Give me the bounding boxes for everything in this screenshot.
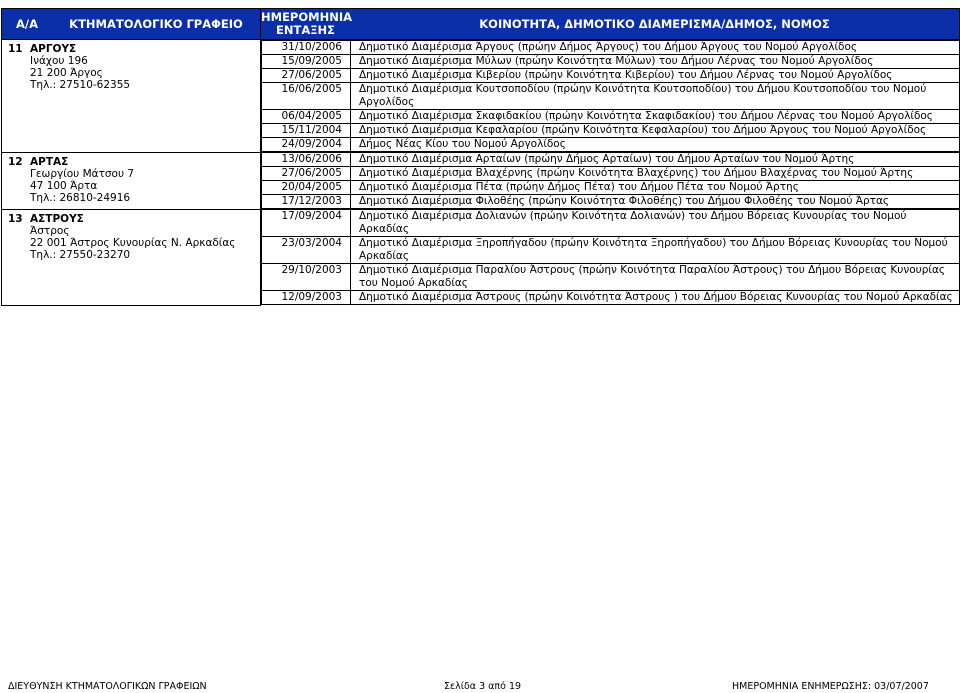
office-number: 12: [8, 155, 23, 168]
entry-community: Δημοτικό Διαμέρισμα Δολιανών (πρώην Κοινότητα Δολιανών) του Δήμου Βόρειας Κυνουρίας του Νομού Αρκαδίας: [351, 210, 960, 237]
office-info: [2, 210, 260, 261]
office-city: 47 100 Άρτα: [30, 179, 98, 192]
table-row: [262, 55, 960, 69]
office-address: Άστρος: [30, 224, 70, 237]
entry-date: 31/10/2006: [262, 41, 351, 55]
office-phone: Τηλ.: 26810-24916: [30, 191, 131, 204]
table-header: [2, 9, 960, 40]
table-row: [262, 69, 960, 83]
entry-date: 13/06/2006: [262, 153, 351, 167]
entries-cell: [261, 152, 960, 209]
table-row: [262, 83, 960, 110]
table-row: [262, 153, 960, 167]
office-info: [2, 153, 260, 204]
entry-date: 24/09/2004: [262, 138, 351, 152]
office-city: 22 001 Άστρος Κυνουρίας Ν. Αρκαδίας: [30, 236, 236, 249]
page-footer: [0, 680, 960, 693]
office-address: Ινάχου 196: [30, 55, 88, 67]
entry-community: Δημοτικό Διαμέρισμα Κεφαλαρίου (πρώην Κοινότητα Κεφαλαρίου) του Δήμου Άργους του Νομού Αργολίδος: [351, 124, 960, 138]
office-row: [2, 152, 960, 209]
table-row: [262, 167, 960, 181]
entry-date: 27/06/2005: [262, 69, 351, 83]
office-row: [2, 40, 960, 153]
entry-date: 17/12/2003: [262, 195, 351, 209]
header-date: ΗΜΕΡΟΜΗΝΙΑ ΕΝΤΑΞΗΣ: [261, 10, 353, 37]
office-cell: [2, 152, 261, 209]
footer-update-date: ΗΜΕΡΟΜΗΝΙΑ ΕΝΗΜΕΡΩΣΗΣ: 03/07/2007: [732, 681, 929, 692]
entry-date: 17/09/2004: [262, 210, 351, 237]
header-right-cell: [261, 9, 960, 40]
office-details: [24, 153, 134, 204]
entry-date: 12/09/2003: [262, 291, 351, 305]
table-row: [262, 138, 960, 152]
office-row: [2, 209, 960, 305]
entries-table: [261, 40, 960, 152]
offices-table: [1, 8, 960, 306]
entry-community: Δημοτικό Διαμέρισμα Πέτα (πρώην Δήμος Πέτα) του Δήμου Πέτα του Νομού Άρτης: [351, 181, 960, 195]
entries-cell: [261, 209, 960, 305]
office-number: 13: [8, 212, 23, 225]
entry-community: Δημοτικό Διαμέρισμα Φιλοθέης (πρώην Κοινότητα Φιλοθέης) του Δήμου Φιλοθέης του Νομού Άρτας: [351, 195, 960, 209]
offices-body: [2, 40, 960, 306]
footer-page-number: Σελίδα 3 από 19: [444, 681, 522, 692]
entry-community: Δημοτικό Διαμέρισμα Σκαφιδακίου (πρώην Κοινότητα Σκαφιδακίου) του Δήμου Λέρνας του Νομού Αργολίδος: [351, 110, 960, 124]
entry-community: Δημοτικό Διαμέρισμα Άστρους (πρώην Κοινότητα Άστρους ) του Δήμου Βόρειας Κυνουρίας του Νομού Αρκαδίας: [351, 291, 960, 305]
table-row: [262, 210, 960, 237]
entry-community: Δημοτικό Διαμέρισμα Αρταίων (πρώην Δήμος Αρταίων) του Δήμου Αρταίων του Νομού Άρτης: [351, 153, 960, 167]
entry-community: Δημοτικό Διαμέρισμα Κιβερίου (πρώην Κοινότητα Κιβερίου) του Δήμου Λέρνας του Νομού Αργολίδος: [351, 69, 960, 83]
office-name: ΑΣΤΡΟΥΣ: [30, 212, 84, 225]
office-city: 21 200 Άργος: [30, 67, 103, 79]
table-row: [262, 237, 960, 264]
entry-date: 23/03/2004: [262, 237, 351, 264]
entry-community: Δημοτικό Διαμέρισμα Ξηροπήγαδου (πρώην Κοινότητα Ξηροπήγαδου) του Δήμου Βόρειας Κυνουρίας του Νομού Αρκαδίας: [351, 237, 960, 264]
office-cell: [2, 40, 261, 153]
office-phone: Τηλ.: 27510-62355: [30, 79, 131, 91]
office-name: ΑΡΓΟΥΣ: [30, 43, 77, 55]
entry-date: 16/06/2005: [262, 83, 351, 110]
entry-community: Δημοτικό Διαμέρισμα Κουτσοποδίου (πρώην Κοινότητα Κουτσοποδίου) του Δήμου Κουτσοποδίου του Νομού Αργολίδος: [351, 83, 960, 110]
header-aa: Α/Α: [15, 16, 38, 31]
header-community: ΚΟΙΝΟΤΗΤΑ, ΔΗΜΟΤΙΚΟ ΔΙΑΜΕΡΙΣΜΑ/ΔΗΜΟΣ, ΝΟΜΟΣ: [479, 16, 830, 31]
entry-community: Δημοτικό Διαμέρισμα Άργους (πρώην Δήμος Άργους) του Δήμου Άργους του Νομού Αργολίδος: [351, 41, 960, 55]
entries-cell: [261, 40, 960, 153]
table-row: [262, 195, 960, 209]
footer-department: ΔΙΕΥΘΥΝΣΗ ΚΤΗΜΑΤΟΛΟΓΙΚΩΝ ΓΡΑΦΕΙΩΝ: [8, 681, 207, 692]
office-details: [24, 40, 130, 91]
entry-date: 29/10/2003: [262, 264, 351, 291]
entry-community: Δημοτικό Διαμέρισμα Βλαχέρνης (πρώην Κοινότητα Βλαχέρνης) του Δήμου Βλαχέρνας του Νομού Άρτης: [351, 167, 960, 181]
entries-table: [261, 152, 960, 209]
header-office: ΚΤΗΜΑΤΟΛΟΓΙΚΟ ΓΡΑΦΕΙΟ: [69, 16, 243, 31]
entry-date: 06/04/2005: [262, 110, 351, 124]
table-row: [262, 291, 960, 305]
office-name: ΑΡΤΑΣ: [30, 155, 69, 168]
entry-date: 15/09/2005: [262, 55, 351, 69]
table-row: [262, 41, 960, 55]
office-number: 11: [8, 43, 23, 55]
entry-community: Δήμος Νέας Κίου του Νομού Αργολίδος: [351, 138, 960, 152]
table-row: [262, 110, 960, 124]
entry-date: 20/04/2005: [262, 181, 351, 195]
office-info: [2, 40, 260, 91]
entry-community: Δημοτικό Διαμέρισμα Μύλων (πρώην Κοινότητα Μύλων) του Δήμου Λέρνας του Νομού Αργολίδος: [351, 55, 960, 69]
header-left-cell: [2, 9, 261, 40]
entry-community: Δημοτικό Διαμέρισμα Παραλίου Άστρους (πρώην Κοινότητα Παραλίου Άστρους) του Δήμου Βόρειας Κυνουρίας του Νομού Αρκαδίας: [351, 264, 960, 291]
table-row: [262, 124, 960, 138]
office-address: Γεωργίου Μάτσου 7: [30, 167, 135, 180]
table-row: [262, 181, 960, 195]
entry-date: 15/11/2004: [262, 124, 351, 138]
entries-table: [261, 209, 960, 305]
office-details: [24, 210, 235, 261]
office-cell: [2, 209, 261, 305]
office-phone: Τηλ.: 27550-23270: [30, 248, 131, 261]
table-row: [262, 264, 960, 291]
entry-date: 27/06/2005: [262, 167, 351, 181]
